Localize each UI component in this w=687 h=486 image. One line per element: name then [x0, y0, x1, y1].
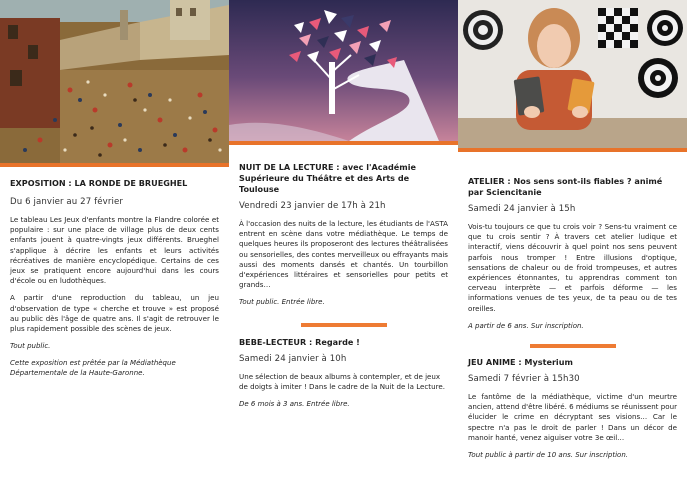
bebe-lecteur-block — [239, 337, 448, 416]
mysterium-block — [468, 357, 677, 467]
paper-tree-image — [229, 0, 458, 141]
brueghel-painting-image — [0, 0, 229, 163]
event-description: Vois-tu toujours ce que tu crois voir ? Sens-tu vraiment ce que tu crois sentir ? À travers cet atelier ludique et interactif, viens découvrir à quel point nos sens peuvent parfois nous tromper ! Entre illusions d'optique, sensations de chaleur ou de froid trompeuses, et autres expériences étonnantes, tu apprendras comment ton cerveau interprète — et parfois déforme — les informations venues de tes yeux, de ta peau ou de tes oreilles. — [468, 222, 677, 313]
column-atelier — [458, 0, 687, 486]
accent-stripe — [229, 141, 458, 145]
event-description-2: A partir d'une reproduction du tableau, un jeu d'observation de type « cherche et trouve » est proposé au public dès l'âge de quatre ans. Il s'agit de retrouver le plus rapidement possible des scènes de jeux. — [10, 293, 219, 334]
accent-stripe — [458, 148, 687, 152]
event-title: JEU ANIME : Mysterium — [468, 357, 573, 367]
event-date: Samedi 7 février à 15h30 — [468, 374, 580, 384]
event-title: BEBE-LECTEUR : Regarde ! — [239, 337, 360, 347]
accent-stripe — [0, 163, 229, 167]
event-description: À l'occasion des nuits de la lecture, les étudiants de l'ASTA entrent en scène dans votre médiathèque. Le temps de quelques heures ils proposeront des lectures théâtralisées ou sensorielles, des contes merveilleux ou effrayants mais aussi des moments dansés et chantés. Un tourbillon d'expériences littéraires et sensorielles pour petits et grands… — [239, 219, 448, 290]
event-date: Samedi 24 janvier à 10h — [239, 354, 347, 364]
column-nuit-lecture — [229, 0, 458, 486]
event-title: NUIT DE LA LECTURE : avec l'Académie Supérieure du Théâtre et des Arts de Toulouse — [239, 162, 416, 194]
atelier-block — [468, 176, 677, 338]
event-audience: Tout public. Entrée libre. — [239, 298, 325, 307]
event-date: Vendredi 23 janvier de 17h à 21h — [239, 201, 386, 211]
event-audience: Tout public à partir de 10 ans. Sur inscription. — [468, 451, 628, 460]
nuit-lecture-block — [239, 162, 448, 314]
event-audience: De 6 mois à 3 ans. Entrée libre. — [239, 400, 350, 409]
event-credit: Cette exposition est prêtée par la Médiathèque Départementale de la Haute-Garonne. — [10, 359, 176, 378]
event-description: Le tableau Les Jeux d'enfants montre la Flandre colorée et populaire : sur une place de village plus de deux cents enfants jouent à quatre-vingts jeux différents. Brueghel s'applique à décrire les enfants et leurs activités récréatives de manière encyclopédique. Certains de ces jeux se pratiquent encore aujourd'hui dans les cours d'école ou en ludothèques. — [10, 215, 219, 286]
section-separator — [301, 323, 387, 327]
event-title: ATELIER : Nos sens sont-ils fiables ? animé par Sciencitanie — [468, 176, 663, 197]
exposition-block — [10, 178, 219, 385]
event-title: EXPOSITION : LA RONDE DE BRUEGHEL — [10, 178, 188, 188]
section-separator — [530, 344, 616, 348]
event-date: Samedi 24 janvier à 15h — [468, 204, 576, 214]
column-exposition — [0, 0, 229, 486]
event-description: Une sélection de beaux albums à contempler, et de jeux de doigts à imiter ! Dans le cadre de la Nuit de la Lecture. — [239, 372, 445, 392]
event-date: Du 6 janvier au 27 février — [10, 197, 123, 207]
paper-tree-illustration — [229, 0, 458, 141]
event-audience: A partir de 6 ans. Sur inscription. — [468, 321, 584, 330]
event-audience: Tout public. — [10, 342, 51, 351]
optical-illusions-image — [458, 0, 687, 148]
event-description: Le fantôme de la médiathèque, victime d'un meurtre ancien, attend d'être libéré. 6 médiums se réunissent pour élucider le crime en décryptant ses visions… Car le spectre n'a pas le droit de parler ! Dans un décor de manoir hanté, venez aiguiser votre 3e œil… — [468, 392, 677, 442]
brueghel-painting-illustration — [0, 0, 229, 163]
optical-illusions-illustration — [458, 0, 687, 148]
